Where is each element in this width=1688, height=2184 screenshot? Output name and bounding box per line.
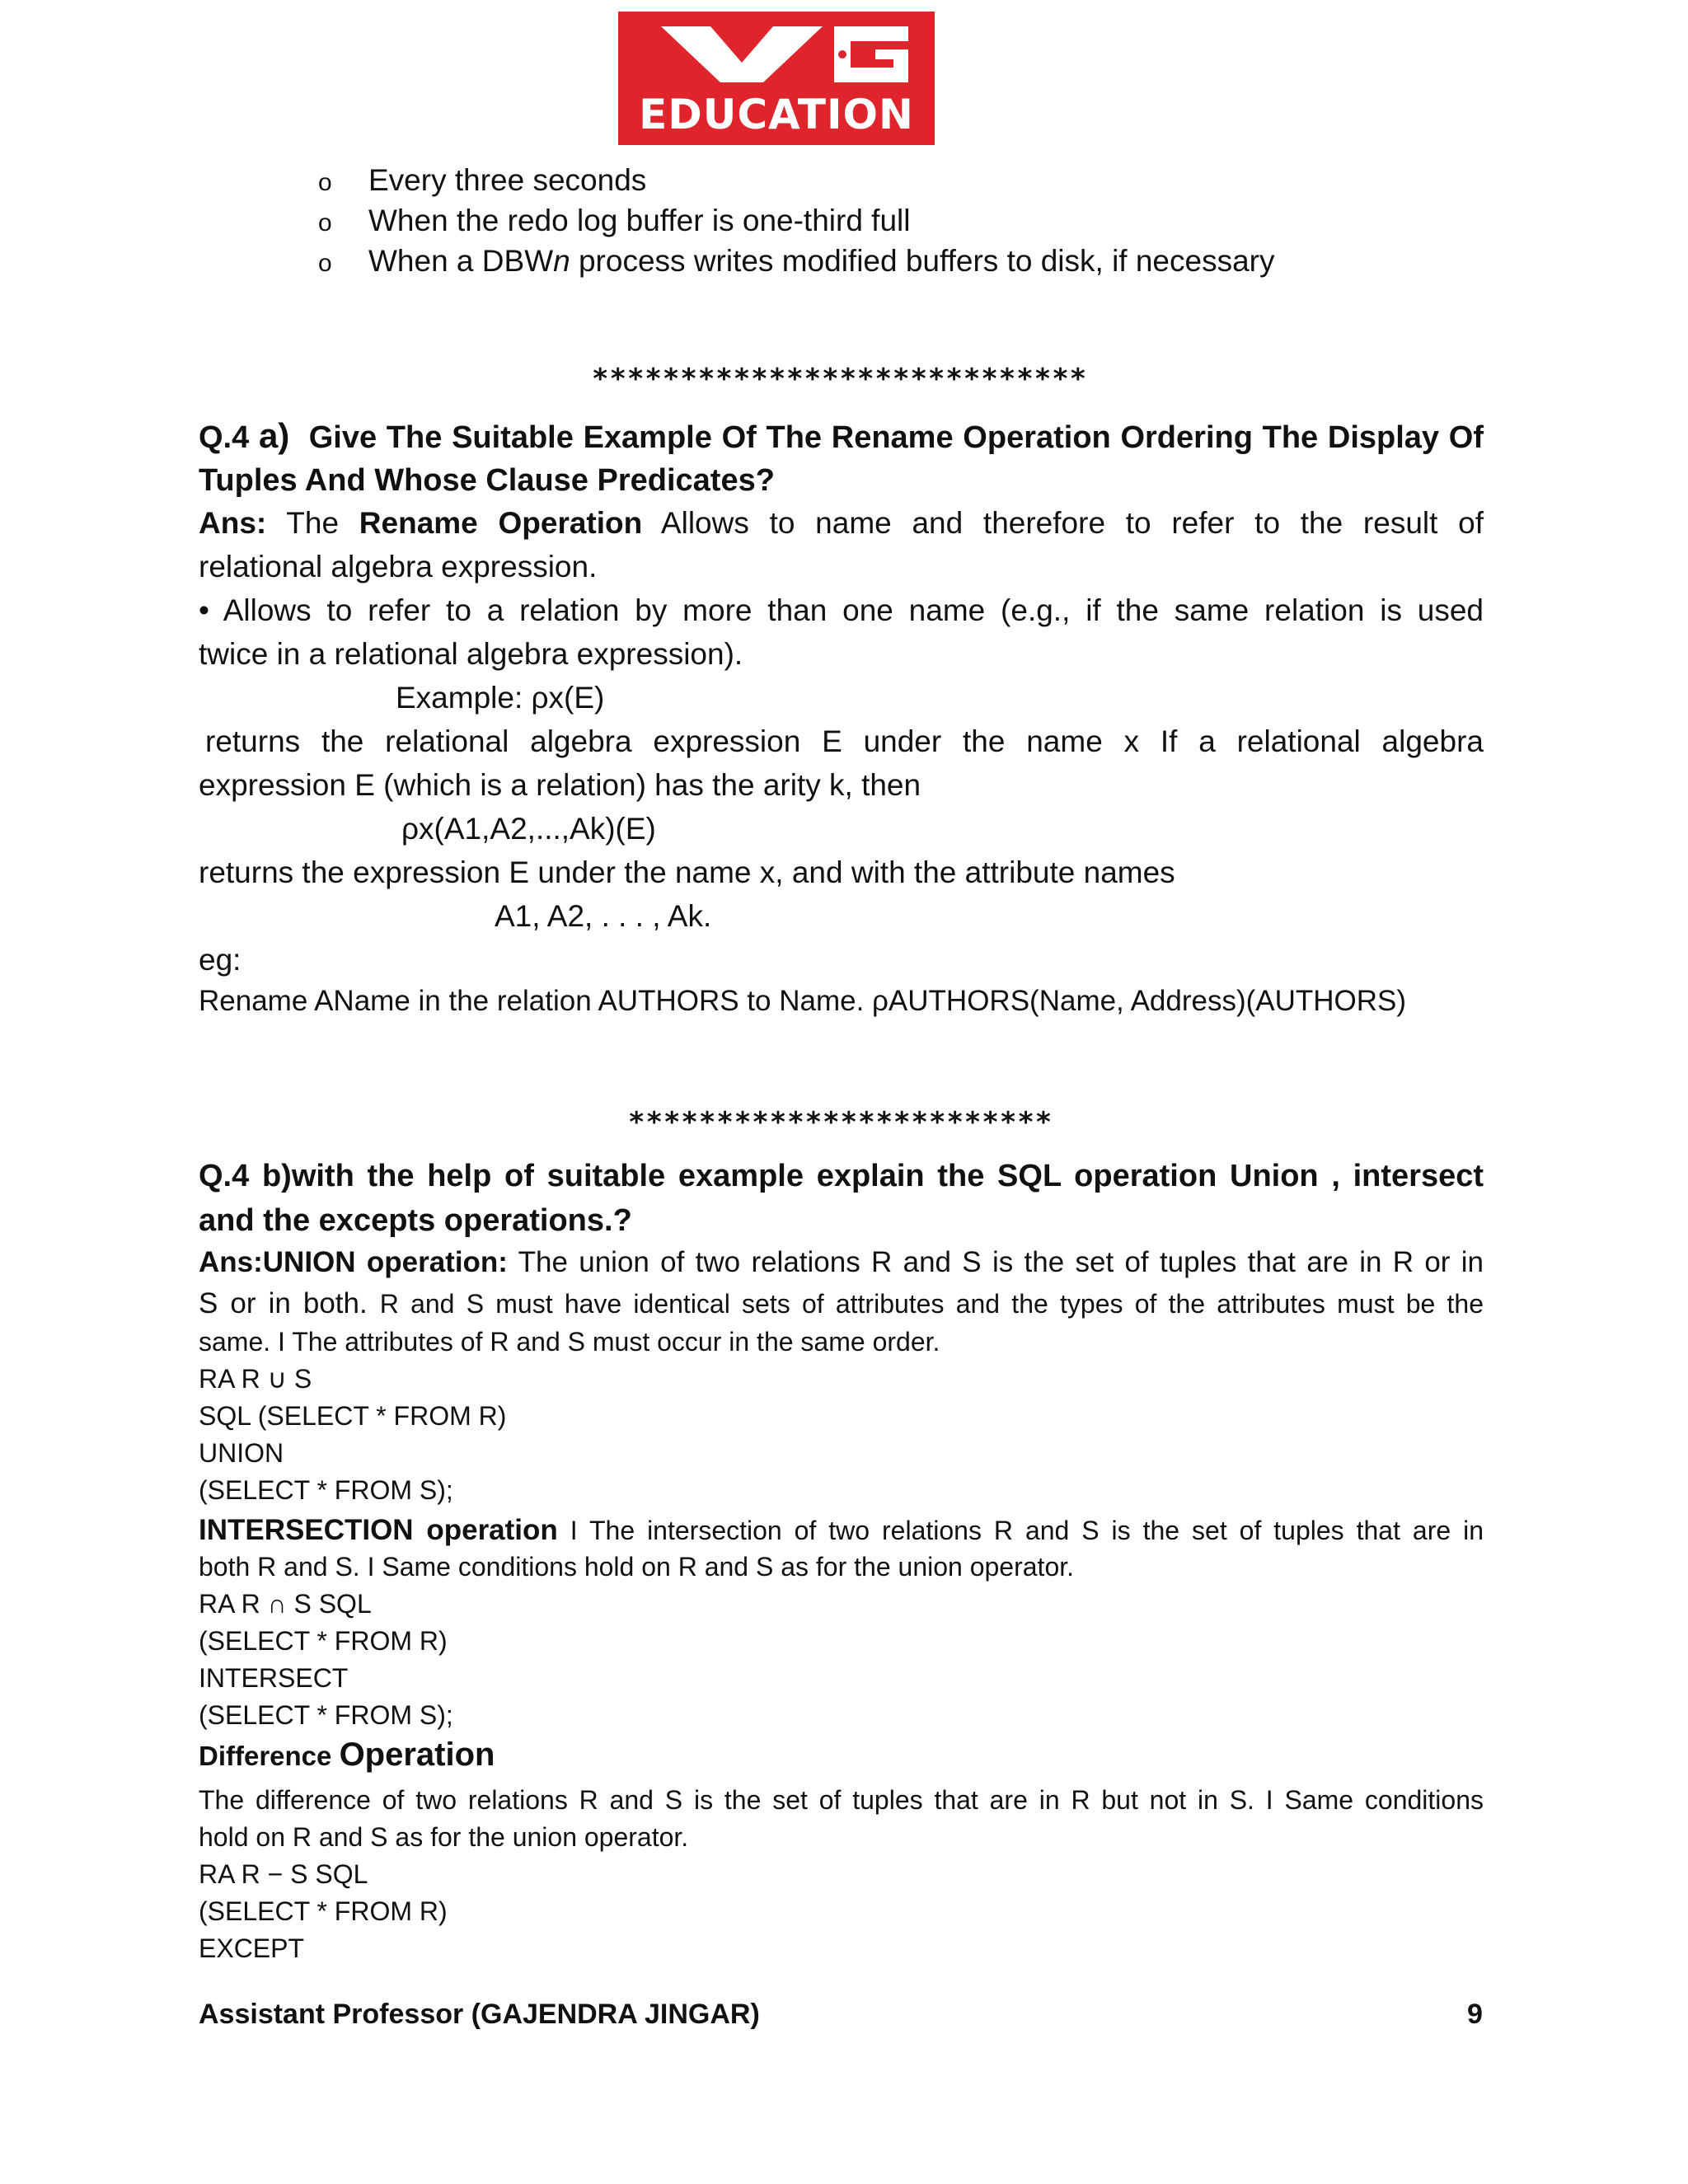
code-line: (SELECT * FROM S); [199,1475,453,1505]
intersection-description: INTERSECTION operation I The intersection of two relations R and S is the set of tuples that are in [199,1514,1484,1546]
answer-4a-intro-cont: relational algebra expression. [199,550,598,583]
answer-4a-returns2: returns the expression E under the name x, and with the attribute names [199,855,1175,889]
code-line: EXCEPT [199,1933,305,1963]
difference-heading: Difference Operation [199,1736,495,1773]
vg-logo-mark [618,12,935,91]
attribute-names: A1, A2, . . . , Ak. [495,899,712,933]
union-description: Ans:UNION operation: The union of two relations R and S is the set of tuples that are in R or in [199,1246,1484,1278]
union-description-cont2: same. I The attributes of R and S must occur in the same order. [199,1327,940,1357]
intersection-description-cont: both R and S. I Same conditions hold on R and S as for the union operator. [199,1552,1075,1582]
question-4b-title-cont: and the excepts operations.? [199,1203,632,1238]
eg-text: Rename AName in the relation AUTHORS to Name. ρAUTHORS(Name, Address)(AUTHORS) [199,985,1407,1017]
list-item: When a DBWn process writes modified buffers to disk, if necessary [368,244,1275,278]
bullet-marker: o [318,250,332,277]
code-line: (SELECT * FROM R) [199,1626,448,1656]
answer-4a-bullet: • Allows to refer to a relation by more than one name (e.g., if the same relation is used [199,593,1484,627]
question-4b-title: Q.4 b)with the help of suitable example explain the SQL operation Union , intersect [199,1159,1484,1193]
list-item: Every three seconds [368,163,647,197]
union-description-cont: S or in both. R and S must have identical sets of attributes and the types of the attributes must be the [199,1287,1484,1319]
code-line: (SELECT * FROM R) [199,1896,448,1926]
code-line: (SELECT * FROM S); [199,1700,453,1730]
logo-wordmark: EDUCATION [639,91,914,138]
difference-description: The difference of two relations R and S is the set of tuples that are in R but not in S. I Same conditions [199,1785,1484,1815]
code-line: RA R − S SQL [199,1859,368,1889]
rename-example: Example: ρx(E) [396,681,605,715]
list-item: When the redo log buffer is one-third full [368,204,911,237]
code-line: RA R ∪ S [199,1364,312,1394]
code-line: RA R ∩ S SQL [199,1589,372,1619]
eg-label: eg: [199,943,241,977]
answer-4a-returns: returns the relational algebra expression E under the name x If a relational algebra [205,724,1484,758]
answer-4a-intro: Ans: The Rename Operation Allows to name and therefore to refer to the result of [199,506,1484,540]
rename-example-attrs: ρx(A1,A2,...,Ak)(E) [401,812,656,846]
section-separator: ************************ [628,1106,1053,1139]
page-number: 9 [1467,1999,1483,2030]
footer-author: Assistant Professor (GAJENDRA JINGAR) [199,1999,760,2030]
answer-4a-bullet-cont: twice in a relational algebra expression). [199,637,743,671]
vg-education-logo [618,12,935,145]
bullet-marker: o [318,209,332,237]
question-4a-title: Q.4 a) Give The Suitable Example Of The Rename Operation Ordering The Display Of [199,416,1484,455]
code-line: UNION [199,1438,284,1468]
question-4a-title-cont: Tuples And Whose Clause Predicates? [199,463,775,498]
code-line: SQL (SELECT * FROM R) [199,1401,507,1431]
bullet-marker: o [318,169,332,196]
answer-4a-returns-cont: expression E (which is a relation) has the arity k, then [199,768,921,802]
difference-description-cont: hold on R and S as for the union operator. [199,1822,689,1852]
section-separator: **************************** [592,363,1088,396]
code-line: INTERSECT [199,1663,349,1693]
